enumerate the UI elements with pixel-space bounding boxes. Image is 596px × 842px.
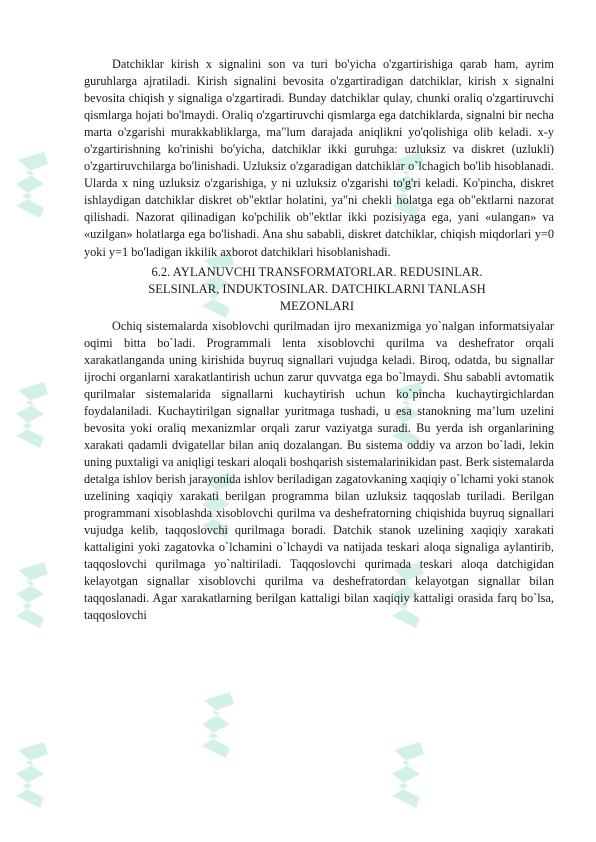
- watermark-logo-icon: [14, 150, 52, 220]
- body-paragraph: Datchiklar kirish x signalini son va turi bo'yicha o'zgartirishiga qarab ham, ayrim guruhlarga ajratiladi. Kirish signalini bevosita o'zgartiradigan datchiklar, kirish x signalni bevosita chiqish y signaliga o'zgartiradi. Bunday datchiklar qulay, chunki oraliq o'zgartiruvchi qismlarga hojati bo'lmaydi. Oraliq o'zgartiruvchi qismlarga ega datchiklarda, signalni bir necha marta o'zgarishi murakkabliklarga, ma"lum darajada aniqlikni yo'qolishiga olib keladi. x-y o'zgartirishning ko'rinishi bo'yicha, datchiklar ikki guruhga: uzluksiz va diskret (uzlukli) o'zgartiruvchilarga bo'linishadi. Uzluksiz o'zgaradigan datchiklar o`lchagich bo'lib hisoblanadi. Ularda x ning uzluksiz o'zgarishiga, y ni uzluksiz o'zgarishi to'g'ri keladi. Ko'pincha, diskret ishlaydigan datchiklar diskret ob"ektlar holatini, ya"ni chekli holatga ega ob"ektlarni nazorat qilishadi. Nazorat qilinadigan ko'pchilik ob"ektlar ikki pozisiyaga ega, yani «ulangan» va «uzilgan» holatlarga ega bo'lishadi. Ana shu sababli, diskret datchiklar, chiqish miqdorlari y=0 yoki y=1 bo'ladigan ikkilik axborot datchiklari hisoblanishadi.: [84, 57, 554, 259]
- watermark-logo-icon: [14, 740, 52, 810]
- watermark-logo-icon: [390, 740, 428, 810]
- document-page: [84, 56, 554, 624]
- watermark-logo-icon: [14, 380, 52, 450]
- watermark-logo-icon: [200, 690, 238, 760]
- watermark-logo-icon: [14, 560, 52, 630]
- body-paragraph: Ochiq sistemalarda xisoblovchi qurilmadan ijro mexanizmiga yo`nalgan informatsiyalar oqimi bitta bo`ladi. Programmali lenta xisoblovchi qurilma va deshefrator orqali xarakatlanganda uning kirishida buyruq signallari vujudga keladi. Biroq, odatda, bu signallar ijrochi organlarni xarakatlantirish uchun zarur quvvatga ega bo`lmaydi. Shu sababli avtomatik qurilmalar sistemalarida signallarni kuchaytirish uchun ko`pincha kuchaytirgichlardan foydalaniladi. Kuchaytirilgan signallar yuritmaga tushadi, u esa stanokning ma’lum uzelini bevosita yoki oraliq mexanizmlar orqali zarur vaziyatga suradi. Bu yerda ish organlarining xarakati qadamli dvigatellar bilan aniq dozalangan. Bu sistema oddiy va arzon bo`ladi, lekin uning puxtaligi va aniqligi teskari aloqali boshqarish sistemalarinikidan past. Berk sistemalarda detalga ishlov berish jarayonida ishlov beriladigan zagatovkaning xaqiqiy o`lchami yoki stanok uzelining xaqiqiy xarakati berilgan programma bilan uzluksiz taqqoslab turiladi. Berilgan programmani xisoblashda xisoblovchi qurilma va deshefratorning chiqishida buyruq signallari vujudga kelib, taqqoslovchi qurilmaga boradi. Datchik stanok uzelining xaqiqiy xarakati kattaligini yoki zagatovka o`lchamini o`lchaydi va natijada teskari aloqa signaliga aylantirib, taqqoslovchi qurilmaga yo`naltiriladi. Taqqoslovchi qurimada teskari aloqa datchigidan kelayotgan signallar xisoblovchi qurilma va deshefratordan kelayotgan signallar bilan taqqoslanadi. Agar xarakatlarning berilgan kattaligi bilan xaqiqiy kattaligi orasida farq bo`lsa, taqqoslovchi: [84, 318, 554, 623]
- section-heading: 6.2. AYLANUVCHI TRANSFORMATORLAR. REDUSINLAR. SELSINLAR, INDUKTOSINLAR. DATCHIKLARNI TANLASH MEZONLARI: [148, 264, 486, 313]
